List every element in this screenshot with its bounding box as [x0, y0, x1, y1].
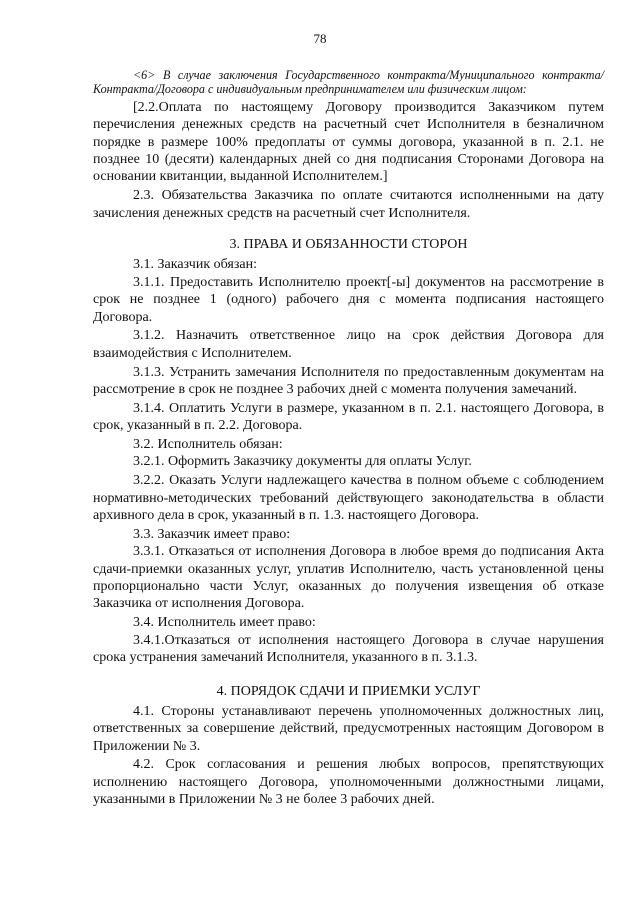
clause-3-2-1: 3.2.1. Оформить Заказчику документы для оплаты Услуг. — [133, 454, 472, 470]
clause-3-1-3: 3.1.3. Устранить замечания Исполнителя по предоставленным документам на рассмотрение в срок не позднее 3 рабочих дней с момента получения замечаний. — [93, 364, 604, 397]
clause-3-2: 3.2. Исполнитель обязан: — [133, 436, 283, 452]
clause-2-2: [2.2.Оплата по настоящему Договору производится Заказчиком путем перечисления денежных средств на расчетный счет Исполнителя в безналичном порядке в размере 100% предоплаты от суммы договора, указанной в п. 2.1. не позднее 10 (десяти) календарных дней со дня подписания Сторонами Договора на основании квитанции, выданной Исполнителем.] — [93, 99, 604, 185]
clause-3-4: 3.4. Исполнитель имеет право: — [133, 615, 316, 631]
footnote-individual-entrepreneur: <6> В случае заключения Государственного контракта/Муниципального контракта/Контракта/Договора с индивидуальным предпринимателем или физическим лицом: — [93, 68, 604, 97]
clause-3-3-1: 3.3.1. Отказаться от исполнения Договора в любое время до подписания Акта сдачи-приемки оказанных услуг, уплатив Исполнителю, часть установленной цены пропорционально части Услуг, оказанных до получения извещения об отказе Заказчика от исполнения Договора. — [93, 544, 604, 612]
clause-3-4-1: 3.4.1.Отказаться от исполнения настоящего Договора в случае нарушения срока устранения замечаний Исполнителя, указанного в п. 3.1.3. — [93, 632, 604, 666]
clause-3-2-2: 3.2.2. Оказать Услуги надлежащего качества в полном объеме с соблюдением нормативно-методических требований действующего законодательства в области архивного дела в срок, указанный в п. 1.3. настоящего Договора. — [93, 473, 604, 523]
document-body — [93, 68, 604, 810]
clause-3-3: 3.3. Заказчик имеет право: — [133, 526, 291, 542]
section-4-title: 4. ПОРЯДОК СДАЧИ И ПРИЕМКИ УСЛУГ — [216, 683, 481, 699]
clause-3-1: 3.1. Заказчик обязан: — [133, 257, 257, 273]
clause-2-3: 2.3. Обязательства Заказчика по оплате считаются исполненными на дату зачисления денежных средств на расчетный счет Исполнителя. — [93, 188, 604, 221]
page-number: 78 — [313, 31, 327, 46]
clause-3-1-4: 3.1.4. Оплатить Услуги в размере, указанном в п. 2.1. настоящего Договора, в срок, указанный в п. 2.2. Договора. — [93, 400, 604, 434]
clause-4-1: 4.1. Стороны устанавливают перечень уполномоченных должностных лиц, ответственных за совершение действий, предусмотренных настоящим Договором в Приложении № 3. — [93, 703, 604, 754]
clause-4-2: 4.2. Срок согласования и решения любых вопросов, препятствующих исполнению настоящего Договора, уполномоченными должностными лицами, указанными в Приложении № 3 не более 3 рабочих дней. — [93, 757, 604, 808]
clause-3-1-2: 3.1.2. Назначить ответственное лицо на срок действия Договора для взаимодействия с Исполнителем. — [93, 328, 604, 361]
clause-3-1-1: 3.1.1. Предоставить Исполнителю проект[-ы] документов на рассмотрение в срок не позднее 1 (одного) рабочего дня с момента подписания настоящего Договора. — [93, 274, 604, 325]
section-3-title: 3. ПРАВА И ОБЯЗАННОСТИ СТОРОН — [229, 236, 468, 252]
